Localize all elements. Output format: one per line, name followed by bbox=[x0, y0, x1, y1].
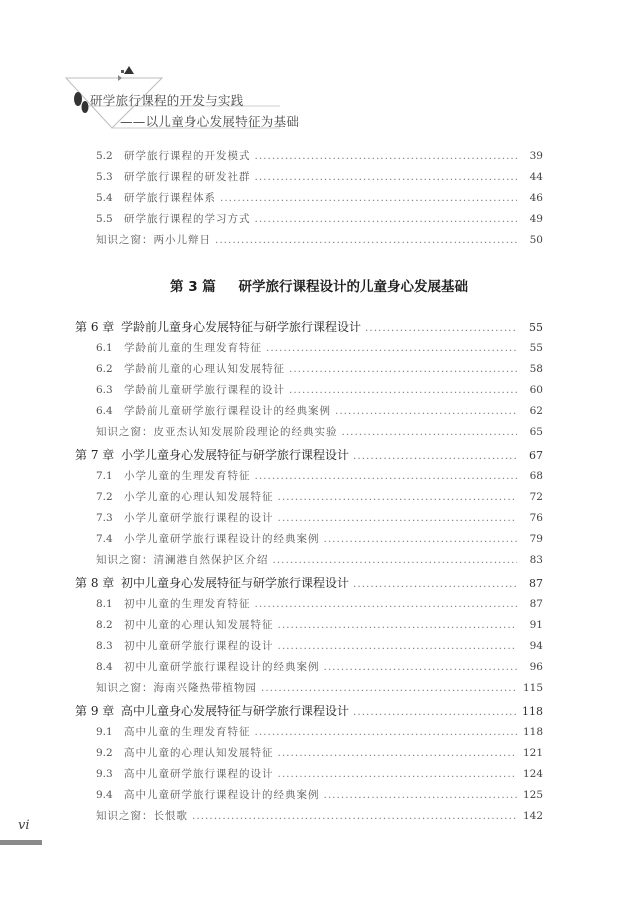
toc-entry-knowledge-window[interactable]: 知识之窗：皮亚杰认知发展阶段理论的经典实验 ..... 65 bbox=[96, 424, 543, 439]
toc-entry[interactable]: 6.1 学龄前儿童的生理发育特征 ..... 55 bbox=[96, 340, 543, 355]
leader-dots bbox=[255, 213, 518, 225]
toc-entry-knowledge-window[interactable]: 知识之窗：两小儿辩日 ..... 50 bbox=[96, 232, 543, 247]
leader-dots bbox=[266, 342, 517, 354]
toc-entry-knowledge-window[interactable]: 知识之窗：海南兴隆热带植物园 ..... 115 bbox=[96, 680, 543, 695]
toc-entry[interactable]: 9.2 高中儿童的心理认知发展特征 ..... 121 bbox=[96, 745, 543, 760]
page-number: 50 bbox=[529, 234, 543, 246]
page-number: 58 bbox=[529, 363, 543, 375]
page-number: 125 bbox=[522, 789, 543, 801]
toc-entry[interactable]: 7.4 小学儿童研学旅行课程设计的经典案例 ..... 79 bbox=[96, 531, 543, 546]
page-number: 87 bbox=[529, 598, 543, 610]
toc-entry[interactable]: 7.3 小学儿童研学旅行课程的设计 ..... 76 bbox=[96, 510, 543, 525]
toc-entry[interactable]: 8.3 初中儿童研学旅行课程的设计 ..... 94 bbox=[96, 638, 543, 653]
toc-chapter[interactable]: 第 6 章 学龄前儿童身心发展特征与研学旅行课程设计 ..... 55 bbox=[75, 318, 543, 335]
page-number: 44 bbox=[529, 171, 543, 183]
running-header bbox=[0, 0, 638, 140]
toc-entry[interactable]: 7.1 小学儿童的生理发育特征 ..... 68 bbox=[96, 468, 543, 483]
leader-dots bbox=[278, 619, 518, 631]
leader-dots bbox=[220, 192, 517, 204]
header-decoration bbox=[0, 0, 638, 140]
page-number: 76 bbox=[529, 512, 543, 524]
part-label: 第 3 篇 bbox=[170, 279, 216, 295]
leader-dots bbox=[353, 706, 517, 718]
leader-dots bbox=[278, 640, 518, 652]
part-heading bbox=[0, 275, 638, 295]
toc-entry[interactable]: 5.4 研学旅行课程体系 ..... 46 bbox=[96, 190, 543, 205]
leader-dots bbox=[353, 450, 517, 462]
page-number: 115 bbox=[522, 682, 543, 694]
toc-entry[interactable]: 9.3 高中儿童研学旅行课程的设计 ..... 124 bbox=[96, 766, 543, 781]
leader-dots bbox=[215, 234, 517, 246]
leader-dots bbox=[278, 491, 518, 503]
page-number: 39 bbox=[529, 150, 543, 162]
leader-dots bbox=[255, 726, 518, 738]
leader-dots bbox=[335, 405, 517, 417]
leader-dots bbox=[255, 171, 518, 183]
toc-entry[interactable]: 6.3 学龄前儿童研学旅行课程的设计 ..... 60 bbox=[96, 382, 543, 397]
page-number: 49 bbox=[529, 213, 543, 225]
page-number: 72 bbox=[529, 491, 543, 503]
leader-dots bbox=[278, 747, 518, 759]
toc-entry[interactable]: 6.2 学龄前儿童的心理认知发展特征 ..... 58 bbox=[96, 361, 543, 376]
leader-dots bbox=[273, 554, 518, 566]
page-number: 55 bbox=[529, 342, 543, 354]
toc-entry[interactable]: 6.4 学龄前儿童研学旅行课程设计的经典案例 ..... 62 bbox=[96, 403, 543, 418]
page-number: 121 bbox=[522, 747, 543, 759]
folio-bar bbox=[0, 840, 42, 845]
page-number: 142 bbox=[522, 810, 543, 822]
toc-entry[interactable]: 7.2 小学儿童的心理认知发展特征 ..... 72 bbox=[96, 489, 543, 504]
toc-entry[interactable]: 9.1 高中儿童的生理发育特征 ..... 118 bbox=[96, 724, 543, 739]
page-number: 68 bbox=[529, 470, 543, 482]
toc-chapter[interactable]: 第 7 章 小学儿童身心发展特征与研学旅行课程设计 ..... 67 bbox=[75, 446, 543, 463]
leader-dots bbox=[278, 768, 518, 780]
toc-entry-knowledge-window[interactable]: 知识之窗：清澜港自然保护区介绍 ..... 83 bbox=[96, 552, 543, 567]
toc-entry[interactable]: 5.5 研学旅行课程的学习方式 ..... 49 bbox=[96, 211, 543, 226]
page-number: 96 bbox=[529, 661, 543, 673]
page-number: 118 bbox=[522, 705, 543, 718]
page-number: 83 bbox=[529, 554, 543, 566]
page-number: 118 bbox=[522, 726, 543, 738]
page-number: 67 bbox=[529, 449, 543, 462]
leader-dots bbox=[342, 426, 518, 438]
leader-dots bbox=[365, 322, 517, 334]
part-title: 研学旅行课程设计的儿童身心发展基础 bbox=[238, 279, 468, 295]
leader-dots bbox=[324, 533, 518, 545]
leader-dots bbox=[324, 661, 518, 673]
page-number: 124 bbox=[522, 768, 543, 780]
toc-entry[interactable]: 9.4 高中儿童研学旅行课程设计的经典案例 ..... 125 bbox=[96, 787, 543, 802]
footprint-icon bbox=[74, 92, 82, 106]
leader-dots bbox=[353, 578, 517, 590]
toc-entry[interactable]: 5.3 研学旅行课程的研发社群 ..... 44 bbox=[96, 169, 543, 184]
toc-chapter[interactable]: 第 8 章 初中儿童身心发展特征与研学旅行课程设计 ..... 87 bbox=[75, 574, 543, 591]
page-number: 55 bbox=[529, 321, 543, 334]
toc-entry[interactable]: 5.2 研学旅行课程的开发模式 ..... 39 bbox=[96, 148, 543, 163]
toc-entry-knowledge-window[interactable]: 知识之窗：长恨歌 ..... 142 bbox=[96, 808, 543, 823]
book-title: 研学旅行课程的开发与实践 bbox=[90, 93, 244, 108]
toc-entry[interactable]: 8.1 初中儿童的生理发育特征 ..... 87 bbox=[96, 596, 543, 611]
leader-dots bbox=[289, 384, 517, 396]
page-number: 91 bbox=[529, 619, 543, 631]
page-number: 79 bbox=[529, 533, 543, 545]
leader-dots bbox=[289, 363, 517, 375]
leader-dots bbox=[255, 598, 518, 610]
page-number: 46 bbox=[529, 192, 543, 204]
toc-entry[interactable]: 8.4 初中儿童研学旅行课程设计的经典案例 ..... 96 bbox=[96, 659, 543, 674]
leader-dots bbox=[261, 682, 517, 694]
page-number: 87 bbox=[529, 577, 543, 590]
toc-entry[interactable]: 8.2 初中儿童的心理认知发展特征 ..... 91 bbox=[96, 617, 543, 632]
toc-chapter[interactable]: 第 9 章 高中儿童身心发展特征与研学旅行课程设计 ..... 118 bbox=[75, 702, 543, 719]
leader-dots bbox=[255, 150, 518, 162]
page-folio: vi bbox=[18, 818, 30, 833]
leader-dots bbox=[278, 512, 518, 524]
book-subtitle: ——以儿童身心发展特征为基础 bbox=[120, 114, 300, 129]
page-number: 62 bbox=[529, 405, 543, 417]
leader-dots bbox=[255, 470, 518, 482]
page-number: 60 bbox=[529, 384, 543, 396]
page-number: 65 bbox=[529, 426, 543, 438]
leader-dots bbox=[324, 789, 518, 801]
leader-dots bbox=[192, 810, 517, 822]
page-number: 94 bbox=[529, 640, 543, 652]
